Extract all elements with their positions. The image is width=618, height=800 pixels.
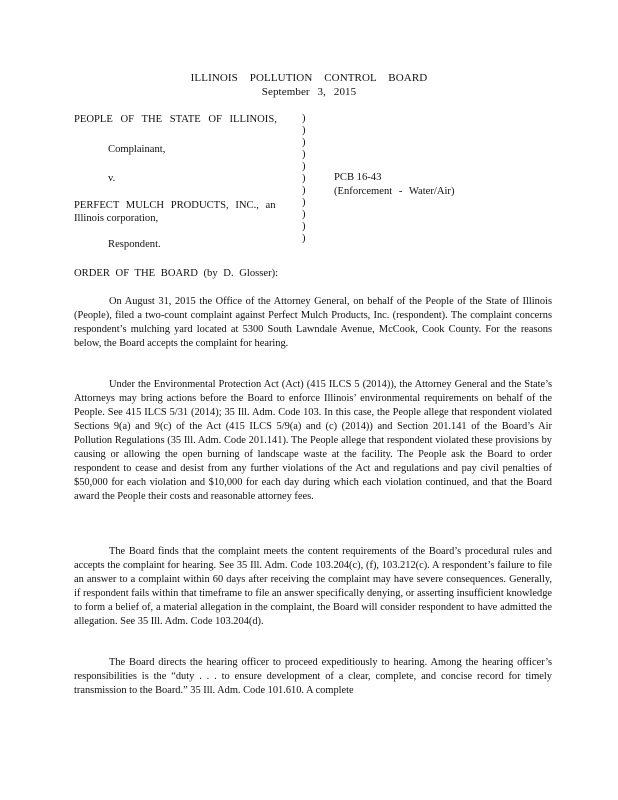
paragraph-text: On August 31, 2015 the Office of the Attorney General, on behalf of the People of the State of Illinois (People), filed a two-count complaint against Perfect Mulch Products, Inc. (respondent). The complaint concerns respondent’s mulching yard located at 5300 South Lawndale Avenue, McCook, Cook County. For the reasons below, the Board accepts the complaint for hearing.	[74, 296, 552, 349]
paren-mark: )	[302, 185, 306, 196]
defendant-description: Illinois corporation,	[74, 213, 159, 224]
paragraph-text: Under the Environmental Protection Act (Act) (415 ILCS 5 (2014)), the Attorney General and the State’s Attorneys may bring actions before the Board to enforce Illinois’ environmental requirements on behalf of the People. See 415 ILCS 5/31 (2014); 35 Ill. Adm. Code 103. In this case, the People allege that respondent violated Sections 9(a) and 9(c) of the Act (415 ILCS 5/9(a) and (c) (2014)) and Section 201.141 of the Board’s Air Pollution Regulations (35 Ill. Adm. Code 201.141). The People allege that respondent violated these provisions by causing or allowing the open burning of landscape waste at the facility. The People ask the Board to order respondent to cease and desist from any further violations of the Act and regulations and pay civil penalties of $50,000 for each violation and $10,000 for each day during which each violation continued, and that the Board award the People their costs and reasonable attorney fees.	[74, 379, 552, 502]
paren-mark: )	[302, 161, 306, 172]
case-type: (Enforcement - Water/Air)	[334, 186, 455, 197]
paren-mark: )	[302, 197, 306, 208]
paren-mark: )	[302, 233, 306, 244]
complainant-label: Complainant,	[108, 144, 166, 155]
paragraph-text: The Board directs the hearing officer to proceed expeditiously to hearing. Among the hearing officer’s responsibilities is the “duty . . . to ensure development of a clear, complete, and concise record for timely transmission to the Board.” 35 Ill. Adm. Code 101.610. A complete	[74, 657, 552, 696]
defendant-name: PERFECT MULCH PRODUCTS, INC., an	[74, 200, 276, 211]
paragraph-filing	[74, 295, 552, 351]
paren-mark: )	[302, 125, 306, 136]
paren-mark: )	[302, 221, 306, 232]
paren-mark: )	[302, 113, 306, 124]
paren-mark: )	[302, 149, 306, 160]
paren-mark: )	[302, 137, 306, 148]
paragraph-allegations	[74, 378, 552, 504]
case-number: PCB 16-43	[334, 172, 382, 183]
plaintiff-name: PEOPLE OF THE STATE OF ILLINOIS,	[74, 114, 277, 125]
paragraph-text: The Board finds that the complaint meets the content requirements of the Board’s procedural rules and accepts the complaint for hearing. See 35 Ill. Adm. Code 103.204(c), (f), 103.212(c). A respondent’s failure to file an answer to a complaint within 60 days after receiving the complaint may have severe consequences. Generally, if respondent fails within that timeframe to file an answer specifically denying, or asserting insufficient knowledge to form a belief of, a material allegation in the complaint, the Board will consider respondent to have admitted the allegation. See 35 Ill. Adm. Code 103.204(d).	[74, 546, 552, 627]
caption-parentheses	[302, 113, 306, 245]
paren-mark: )	[302, 209, 306, 220]
versus-label: v.	[108, 173, 116, 184]
respondent-label: Respondent.	[108, 239, 161, 250]
paren-mark: )	[302, 173, 306, 184]
order-heading: ORDER OF THE BOARD (by D. Glosser):	[74, 268, 279, 279]
paragraph-acceptance	[74, 545, 552, 629]
order-date: September 3, 2015	[261, 86, 357, 98]
board-name: ILLINOIS POLLUTION CONTROL BOARD	[190, 72, 428, 84]
paragraph-hearing	[74, 656, 552, 698]
